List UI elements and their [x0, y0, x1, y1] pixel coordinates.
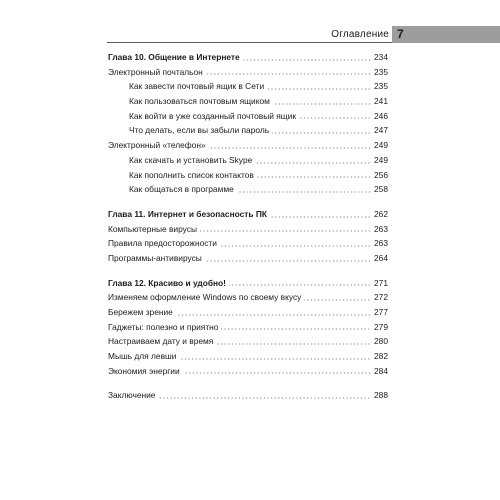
toc-entry-row[interactable]: [108, 109, 388, 124]
toc-title: Как войти в уже созданный почтовый ящик: [129, 110, 297, 121]
toc-page-number: 234: [374, 52, 388, 62]
page-number-box: [392, 26, 500, 43]
dot-leader: [299, 117, 371, 119]
dot-leader: [243, 59, 371, 61]
toc-entry-row[interactable]: [108, 182, 388, 197]
toc-title: Бережем зрение: [108, 307, 173, 317]
toc-page-number: 241: [374, 96, 388, 107]
toc-title: Экономия энергии: [108, 365, 180, 376]
toc-page-number: 264: [374, 252, 388, 263]
toc-block: [108, 276, 388, 379]
toc-entry-row[interactable]: [108, 123, 388, 138]
dot-leader: [272, 132, 371, 134]
toc-page-number: 247: [374, 125, 388, 136]
toc-chapter-row[interactable]: [108, 276, 388, 291]
toc-entry-row[interactable]: [108, 168, 388, 183]
toc-title: Изменяем оформление Windows по своему вкусу: [108, 292, 302, 303]
dot-leader: [267, 88, 371, 90]
dot-leader: [216, 343, 371, 345]
toc-page-number: 284: [374, 365, 388, 376]
toc-page-number: 262: [374, 208, 388, 219]
toc-title: Как пользоваться почтовым ящиком: [129, 96, 270, 107]
toc-title: Как пополнить список контактов: [129, 169, 254, 180]
toc-page-number: 258: [374, 184, 388, 195]
toc-page-number: 249: [374, 140, 388, 151]
toc-entry-row[interactable]: [108, 349, 388, 364]
dot-leader: [179, 358, 371, 360]
toc-title: Электронный «телефон»: [108, 140, 206, 151]
toc-title: Как завести почтовый ящик в Сети: [129, 81, 265, 92]
toc-entry-row[interactable]: [108, 251, 388, 266]
dot-leader: [220, 245, 371, 247]
toc-title: Заключение: [108, 390, 156, 401]
toc-entry-row[interactable]: [108, 65, 388, 80]
toc-title: Гаджеты: полезно и приятно: [108, 321, 219, 332]
toc-title: Мышь для левши: [108, 351, 177, 362]
dot-leader: [221, 328, 371, 330]
toc-page-number: 263: [374, 238, 388, 249]
dot-leader: [200, 230, 371, 232]
toc-block: [108, 388, 388, 403]
dot-leader: [209, 147, 371, 149]
dot-leader: [183, 372, 371, 374]
toc-entry-row[interactable]: [108, 94, 388, 109]
toc-title: Глава 12. Красиво и удобно!: [108, 277, 226, 288]
toc-title: Что делать, если вы забыли пароль: [129, 125, 270, 136]
toc-title: Глава 11. Интернет и безопасность ПК: [108, 208, 268, 219]
dot-leader: [273, 103, 371, 105]
toc-page-number: 235: [374, 81, 388, 92]
toc-title: Глава 10. Общение в Интернете: [108, 52, 240, 62]
dot-leader: [158, 397, 371, 399]
toc-page-number: 249: [374, 154, 388, 165]
toc-block: [108, 207, 388, 266]
toc-title: Как общаться в программе: [129, 184, 234, 195]
toc-block: [108, 50, 388, 197]
toc-title: Правила предосторожности: [108, 238, 217, 249]
dot-leader: [205, 260, 371, 262]
toc-title: Электронный почтальон: [108, 66, 203, 77]
dot-leader: [237, 191, 371, 193]
toc-entry-row[interactable]: [108, 334, 388, 349]
toc-entry-row[interactable]: [108, 222, 388, 237]
toc-title: Компьютерные вирусы: [108, 223, 197, 234]
dot-leader: [206, 73, 371, 75]
dot-leader: [255, 162, 371, 164]
toc-entry-row[interactable]: [108, 290, 388, 305]
toc-page-number: 288: [374, 390, 388, 401]
dot-leader: [270, 216, 371, 218]
toc-entry-row[interactable]: [108, 236, 388, 251]
toc-entry-row[interactable]: [108, 138, 388, 153]
toc-entry-row[interactable]: [108, 79, 388, 94]
toc-title: Программы-антивирусы: [108, 252, 202, 263]
dot-leader: [304, 299, 371, 301]
toc-title: Как скачать и установить Skype: [129, 154, 253, 165]
toc-page-number: 272: [374, 292, 388, 303]
dot-leader: [257, 176, 371, 178]
toc-page-number: 280: [374, 336, 388, 347]
toc-page-number: 277: [374, 307, 388, 317]
toc-chapter-row[interactable]: [108, 207, 388, 222]
toc-chapter-row[interactable]: [108, 50, 388, 65]
toc-page-number: 256: [374, 169, 388, 180]
toc-entry-row[interactable]: [108, 320, 388, 335]
header-rule: [107, 42, 392, 43]
toc-page-number: 246: [374, 110, 388, 121]
page-header: [0, 26, 500, 43]
toc-page-number: 282: [374, 351, 388, 362]
toc-entry-row[interactable]: [108, 388, 388, 403]
toc-entry-row[interactable]: [108, 305, 388, 320]
toc-page-number: 271: [374, 277, 388, 288]
toc-page-number: 235: [374, 66, 388, 77]
dot-leader: [176, 314, 371, 316]
toc-entry-row[interactable]: [108, 364, 388, 379]
toc-page-number: 279: [374, 321, 388, 332]
toc-title: Настраиваем дату и время: [108, 336, 214, 347]
toc-page-number: 263: [374, 223, 388, 234]
toc-entry-row[interactable]: [108, 153, 388, 168]
section-title: Оглавление: [331, 29, 389, 40]
table-of-contents: [108, 50, 388, 413]
dot-leader: [229, 284, 371, 286]
page-number: 7: [397, 27, 404, 41]
